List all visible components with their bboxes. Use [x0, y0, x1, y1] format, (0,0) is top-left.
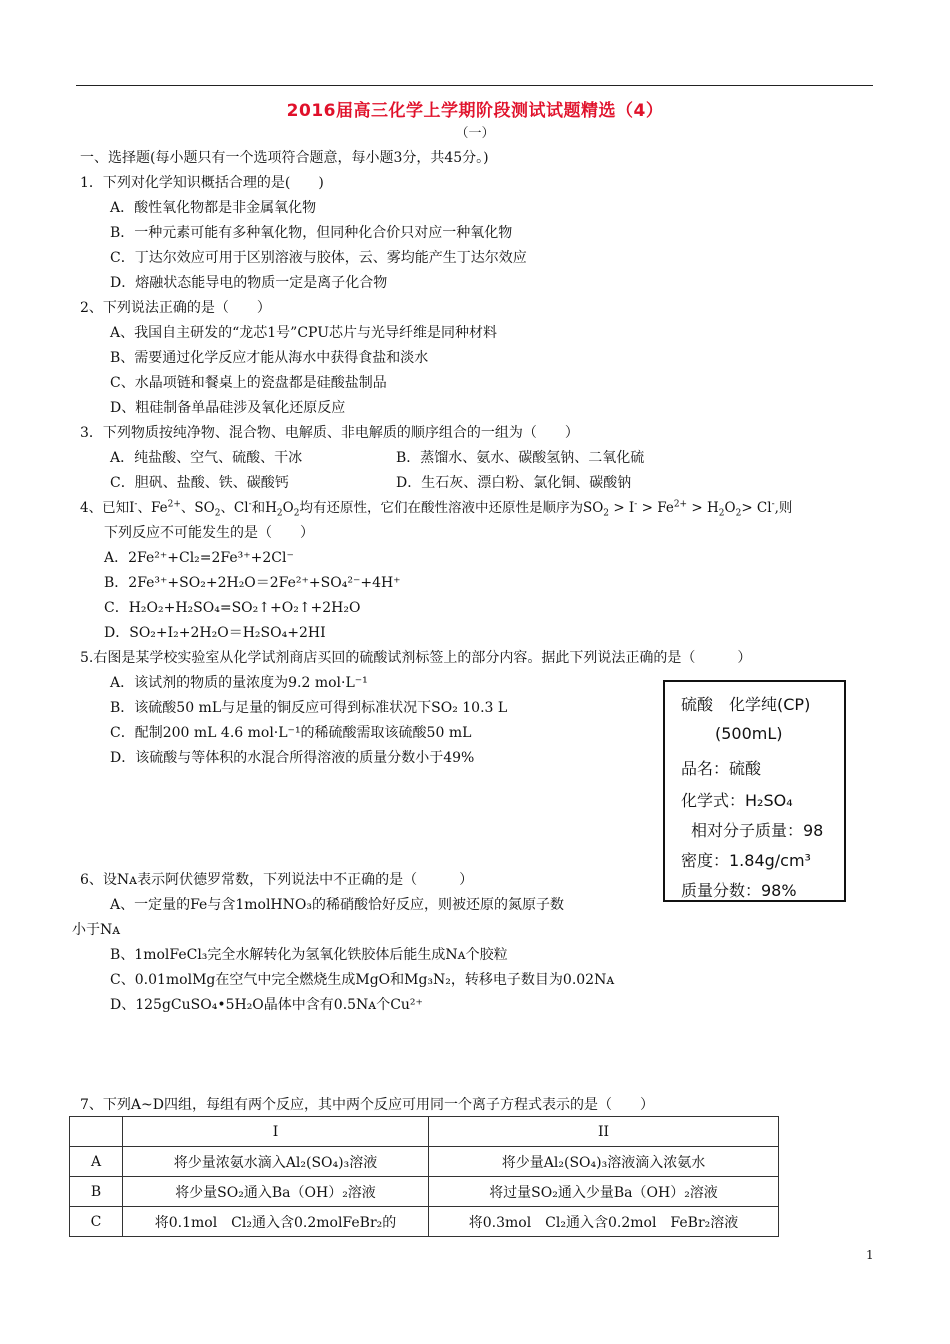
table-cell-key: A	[70, 1147, 123, 1177]
label-line-7: 质量分数：98%	[681, 881, 797, 900]
q6-option-b: B、1molFeCl₃完全水解转化为氢氧化铁胶体后能生成Nᴀ个胶粒	[110, 947, 508, 963]
q2-option-a: A、我国自主研发的“龙芯1号”CPU芯片与光导纤维是同种材料	[110, 325, 498, 341]
table-row	[70, 1147, 779, 1177]
q2-option-b: B、需要通过化学反应才能从海水中获得食盐和淡水	[110, 350, 429, 366]
q5-option-c: C．配制200 mL 4.6 mol·L⁻¹的稀硫酸需取该硫酸50 mL	[110, 725, 472, 741]
table-header-cell: II	[429, 1117, 779, 1147]
label-line-1: 硫酸 化学纯(CP)	[681, 695, 811, 714]
table-cell: 将0.3mol Cl₂通入含0.2mol FeBr₂溶液	[429, 1207, 779, 1237]
q4-option-d: D．SO₂+I₂+2H₂O＝H₂SO₄+2HI	[104, 625, 326, 641]
table-row	[70, 1207, 779, 1237]
table-cell: 将少量浓氨水滴入Al₂(SO₄)₃溶液	[123, 1147, 429, 1177]
q4-option-b: B．2Fe³⁺+SO₂+2H₂O＝2Fe²⁺+SO₄²⁻+4H⁺	[104, 575, 401, 591]
page-title: 2016届高三化学上学期阶段测试试题精选（4）	[286, 101, 664, 121]
label-line-5: 相对分子质量：98	[691, 821, 824, 840]
q6-stem: 6、设Nᴀ表示阿伏德罗常数，下列说法中不正确的是（ ）	[80, 872, 474, 888]
page-number: 1	[866, 1248, 874, 1262]
q1-option-a: A．酸性氧化物都是非金属氧化物	[110, 200, 317, 216]
q5-option-a: A．该试剂的物质的量浓度为9.2 mol·L⁻¹	[110, 675, 368, 691]
q7-stem: 7、下列A~D四组，每组有两个反应，其中两个反应可用同一个离子方程式表示的是（ ）	[80, 1097, 654, 1113]
table-row	[70, 1177, 779, 1207]
q2-option-c: C、水晶项链和餐桌上的瓷盘都是硅酸盐制品	[110, 375, 387, 391]
q3-option-a: A．纯盐酸、空气、硫酸、干冰	[110, 450, 303, 466]
q6-option-a: A、一定量的Fe与含1molHNO₃的稀硝酸恰好反应，则被还原的氮原子数	[110, 897, 564, 913]
page-subtitle: （一）	[455, 126, 495, 141]
q1-option-b: B．一种元素可能有多种氧化物，但同种化合价只对应一种氧化物	[110, 225, 513, 241]
q3-stem: 3．下列物质按纯净物、混合物、电解质、非电解质的顺序组合的一组为（ ）	[80, 425, 579, 441]
q5-option-b: B．该硫酸50 mL与足量的铜反应可得到标准状况下SO₂ 10.3 L	[110, 700, 508, 716]
label-line-2: (500mL)	[715, 724, 783, 743]
q6-option-a-cont: 小于Nᴀ	[72, 922, 121, 938]
q2-option-d: D、粗硅制备单晶硅涉及氧化还原反应	[110, 400, 346, 416]
q1-option-c: C．丁达尔效应可用于区别溶液与胶体，云、雾均能产生丁达尔效应	[110, 250, 527, 266]
table-cell: 将过量SO₂通入少量Ba（OH）₂溶液	[429, 1177, 779, 1207]
q3-option-c: C．胆矾、盐酸、铁、碳酸钙	[110, 475, 289, 491]
q6-option-c: C、0.01molMg在空气中完全燃烧生成MgO和Mg₃N₂，转移电子数目为0.02Nᴀ	[110, 972, 615, 988]
q4-stem-line2: 下列反应不可能发生的是（ ）	[104, 525, 314, 541]
table-cell: 将少量Al₂(SO₄)₃溶液滴入浓氨水	[429, 1147, 779, 1177]
q7-table	[69, 1116, 779, 1237]
q5-stem: 5.右图是某学校实验室从化学试剂商店买回的硫酸试剂标签上的部分内容。据此下列说法正确的是（ ）	[80, 650, 752, 666]
q1-stem: 1．下列对化学知识概括合理的是( )	[80, 175, 324, 191]
q4-option-c: C．H₂O₂+H₂SO₄=SO₂↑+O₂↑+2H₂O	[104, 600, 361, 616]
q6-option-d: D、125gCuSO₄•5H₂O晶体中含有0.5Nᴀ个Cu²⁺	[110, 997, 423, 1013]
table-cell: 将0.1mol Cl₂通入含0.2molFeBr₂的	[123, 1207, 429, 1237]
label-line-3: 品名：硫酸	[681, 759, 762, 778]
table-header-cell	[70, 1117, 123, 1147]
label-line-6: 密度：1.84g/cm³	[681, 851, 811, 870]
table-header-row	[70, 1117, 779, 1147]
q1-option-d: D．熔融状态能导电的物质一定是离子化合物	[110, 275, 388, 291]
sulfuric-acid-label	[663, 680, 846, 902]
top-rule	[76, 85, 873, 86]
q3-option-b: B．蒸馏水、氨水、碳酸氢钠、二氧化硫	[396, 450, 645, 466]
label-line-4: 化学式：H₂SO₄	[681, 791, 793, 810]
table-cell-key: C	[70, 1207, 123, 1237]
q5-option-d: D．该硫酸与等体积的水混合所得溶液的质量分数小于49%	[110, 750, 475, 766]
q3-option-d: D．生石灰、漂白粉、氯化铜、碳酸钠	[396, 475, 632, 491]
table-cell: 将少量SO₂通入Ba（OH）₂溶液	[123, 1177, 429, 1207]
q4-stem: 4、已知I-、$Fe^{2+}$、$SO_2$、Cl-和$H_2O_2$均有还原性，它们在酸性溶液中还原性是顺序为$SO_2 > I^- > Fe^{2+} > H_2O_2> Cl^-$,则	[80, 499, 793, 519]
q4-option-a: A．2Fe²⁺+Cl₂=2Fe³⁺+2Cl⁻	[104, 550, 294, 566]
table-cell-key: B	[70, 1177, 123, 1207]
q2-stem: 2、下列说法正确的是（ ）	[80, 300, 271, 316]
table-header-cell: I	[123, 1117, 429, 1147]
section-heading: 一、选择题(每小题只有一个选项符合题意，每小题3分，共45分。)	[80, 150, 489, 166]
